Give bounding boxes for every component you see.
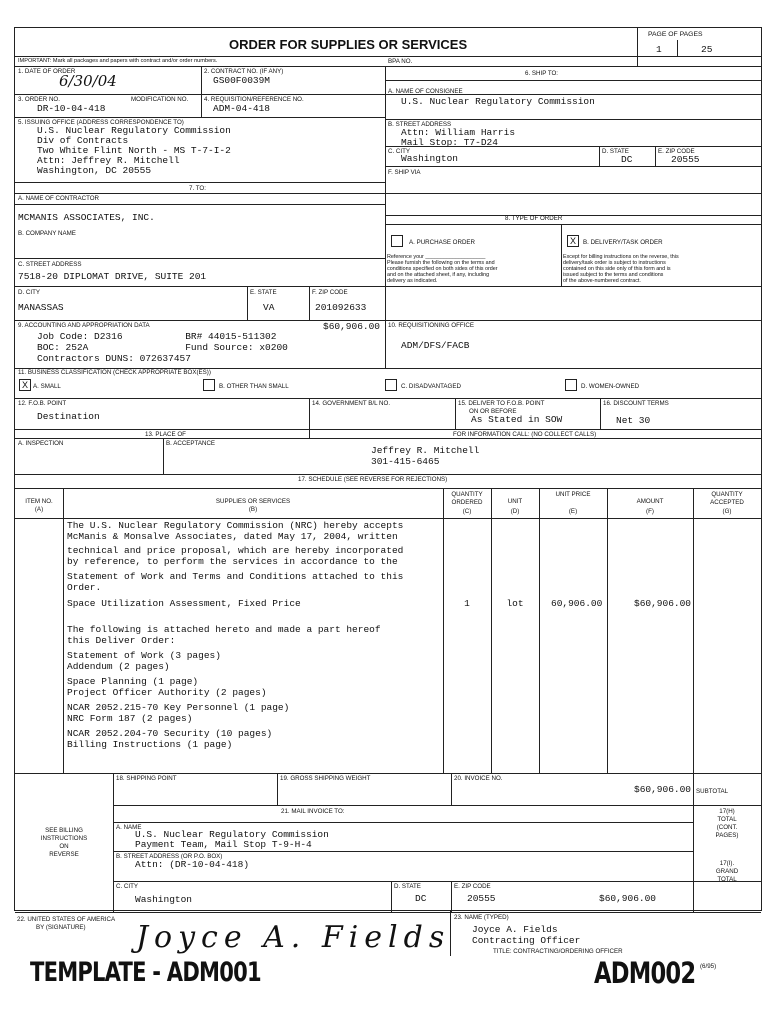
accounting-line: BOC: 252A Fund Source: x0200	[37, 342, 288, 353]
invoice-name-line: Payment Team, Mail Stop T-9-H-4	[135, 839, 312, 850]
accounting-label: 9. ACCOUNTING AND APPROPRIATION DATA	[18, 322, 150, 329]
invoice-street-label: B. STREET ADDRESS (OR P.O. BOX)	[116, 853, 223, 860]
attachment-item: Billing Instructions (1 page)	[67, 739, 233, 750]
accounting-line: Job Code: D2316 BR# 44015-511302	[37, 331, 277, 342]
ship-via-label: F. SHIP VIA	[388, 169, 421, 176]
business-class-label: 11. BUSINESS CLASSIFICATION (CHECK APPROPRIATE BOX(ES))	[18, 369, 211, 376]
attachment-item: NRC Form 187 (2 pages)	[67, 713, 193, 724]
col-unit-price: UNIT PRICE	[555, 491, 591, 498]
ship-to-header: 6. SHIP TO:	[525, 70, 559, 77]
issuing-office-line: Div of Contracts	[37, 135, 129, 146]
consignee-value: U.S. Nuclear Regulatory Commission	[401, 96, 595, 107]
small-business-label: A. SMALL	[33, 383, 61, 390]
issuing-office-line: Attn: Jeffrey R. Mitchell	[37, 155, 180, 166]
delivery-order-text: issued subject to the terms and conditions	[563, 272, 664, 278]
contractor-zip-value: 201092633	[315, 302, 367, 313]
schedule-para-line: technical and price proposal, which are hereby incorporated	[67, 545, 404, 556]
issuing-office-label: 5. ISSUING OFFICE (ADDRESS CORRESPONDENCE TO)	[18, 119, 184, 126]
req-office-value: ADM/DFS/FACB	[401, 340, 470, 351]
req-office-label: 10. REQUISITIONING OFFICE	[388, 322, 474, 329]
schedule-para-line: The following is attached hereto and made a part hereof	[67, 624, 381, 635]
col-supplies: SUPPLIES OR SERVICES	[215, 498, 291, 505]
place-of-label: 13. PLACE OF	[145, 431, 186, 438]
invoice-city-value: Washington	[135, 894, 193, 905]
inspection-label: A. INSPECTION	[18, 440, 64, 447]
grand-total-value: $60,906.00	[599, 893, 657, 904]
total-cont-line: (CONT.	[716, 824, 738, 831]
purchase-order-text: conditions specified on both sides of this order	[387, 266, 498, 272]
important-note: IMPORTANT: Mark all packages and papers with contract and/or order numbers.	[18, 58, 218, 64]
purchase-order-checkbox[interactable]	[391, 235, 403, 247]
total-cont-line: TOTAL	[717, 816, 737, 823]
invoice-name-line: U.S. Nuclear Regulatory Commission	[135, 829, 329, 840]
contractor-zip-label: F. ZIP CODE	[312, 289, 348, 296]
purchase-order-text: Please furnish the following on the terms and	[387, 260, 495, 266]
attachment-item: Statement of Work (3 pages)	[67, 650, 221, 661]
invoice-name-label: A. NAME	[116, 824, 142, 831]
small-business-checkbox[interactable]: X	[19, 379, 31, 391]
usa-label: 22. UNITED STATES OF AMERICA	[17, 916, 116, 923]
schedule-para-line: Statement of Work and Terms and Conditions attached to this	[67, 571, 404, 582]
delivery-order-checkbox[interactable]: X	[567, 235, 579, 247]
disadvantaged-label: C. DISADVANTAGED	[401, 383, 461, 390]
col-qty-sub: (C)	[462, 508, 472, 515]
col-qty-ordered: QUANTITY ORDERED	[451, 491, 483, 506]
page-number: 1	[656, 44, 662, 55]
contractor-name-label: A. NAME OF CONTRACTOR	[18, 195, 100, 202]
schedule-header: 17. SCHEDULE (SEE REVERSE FOR REJECTIONS)	[298, 476, 448, 483]
ship-zip-value: 20555	[671, 154, 700, 165]
title-label: TITLE: CONTRACTING/ORDERING OFFICER	[493, 948, 623, 955]
invoice-zip-label: E. ZIP CODE	[454, 883, 491, 890]
signature: Joyce A. Fields	[136, 920, 451, 955]
col-item-no: ITEM NO.	[25, 498, 53, 505]
col-unit-sub: (D)	[510, 508, 520, 515]
ship-state-value: DC	[621, 154, 633, 165]
attachment-item: Project Officer Authority (2 pages)	[67, 687, 267, 698]
discount-terms-value: Net 30	[616, 415, 651, 426]
schedule-para-line: Order.	[67, 582, 102, 593]
typed-name-label: 23. NAME (TYPED)	[454, 914, 509, 921]
contractor-street-label: C. STREET ADDRESS	[18, 261, 82, 268]
to-header: 7. TO:	[189, 185, 206, 192]
attachment-item: NCAR 2052.215-70 Key Personnel (1 page)	[67, 702, 290, 713]
contractor-city-label: D. CITY	[18, 289, 41, 296]
contract-no-value: GS00F0039M	[213, 75, 271, 86]
delivery-order-text: contained on this side only of this form and is	[563, 266, 671, 272]
col-supplies-sub: (B)	[248, 506, 258, 513]
issuing-office-line: Two White Flint North - MS T-7-I-2	[37, 145, 231, 156]
invoice-city-label: C. CITY	[116, 883, 139, 890]
grand-total-line: TOTAL	[717, 876, 737, 883]
deliver-date-value: As Stated in SOW	[471, 414, 563, 425]
subtotal-label: SUBTOTAL	[696, 788, 729, 795]
item-unit: lot	[506, 598, 524, 609]
ship-street-label: B. STREET ADDRESS	[388, 121, 452, 128]
invoice-state-value: DC	[415, 893, 427, 904]
requisition-value: ADM-04-418	[213, 103, 271, 114]
women-owned-checkbox[interactable]	[565, 379, 577, 391]
col-amount: AMOUNT	[636, 498, 664, 505]
col-qty-accepted: QUANTITY ACCEPTED	[710, 491, 744, 506]
info-contact-phone: 301-415-6465	[371, 456, 440, 467]
page-of-pages-label: PAGE OF PAGES	[648, 31, 703, 38]
other-than-small-checkbox[interactable]	[203, 379, 215, 391]
see-billing-line: REVERSE	[49, 851, 79, 858]
ship-city-value: Washington	[401, 153, 459, 164]
delivery-order-text: delivery/task order is subject to instructions	[563, 260, 666, 266]
discount-terms-label: 16. DISCOUNT TERMS	[603, 400, 669, 407]
schedule-para-line: The U.S. Nuclear Regulatory Commission (NRC) hereby accepts	[67, 520, 404, 531]
order-no-label: 3. ORDER NO.	[18, 96, 60, 103]
typed-title-value: Contracting Officer	[472, 935, 581, 946]
see-billing-line: ON	[59, 843, 69, 850]
contractor-state-value: VA	[263, 302, 275, 313]
form-title: ORDER FOR SUPPLIES OR SERVICES	[229, 37, 468, 52]
contract-no-label: 2. CONTRACT NO. (IF ANY)	[204, 68, 284, 75]
invoice-state-label: D. STATE	[394, 883, 421, 890]
deliver-before-label: ON OR BEFORE	[469, 408, 517, 415]
ship-city-label: C. CITY	[388, 148, 411, 155]
order-form	[14, 27, 762, 911]
delivery-order-text: Except for billing instructions on the reverse, this	[563, 254, 679, 260]
col-unit: UNIT	[507, 498, 523, 505]
invoice-no-label: 20. INVOICE NO.	[454, 775, 503, 782]
order-no-value: DR-10-04-418	[37, 103, 106, 114]
date-of-order-label: 1. DATE OF ORDER	[18, 68, 76, 75]
schedule-para-line: by reference, to perform the services in accordance to the	[67, 556, 398, 567]
info-contact-name: Jeffrey R. Mitchell	[371, 445, 480, 456]
issuing-office-line: U.S. Nuclear Regulatory Commission	[37, 125, 231, 136]
purchase-order-text: and on the attached sheet, if any, including	[387, 272, 490, 278]
issuing-office-line: Washington, DC 20555	[37, 165, 152, 176]
mail-invoice-label: 21. MAIL INVOICE TO:	[281, 808, 345, 815]
accounting-amount: $60,906.00	[323, 321, 381, 332]
contractor-state-label: E. STATE	[250, 289, 277, 296]
delivery-order-label: B. DELIVERY/TASK ORDER	[583, 239, 663, 246]
order-type-header: 8. TYPE OF ORDER	[505, 215, 563, 222]
schedule-para-line: McManis & Monsalve Associates, dated May 17, 2004, written	[67, 531, 398, 542]
purchase-order-text: Reference your ____________________	[387, 254, 486, 260]
total-cont-line: 17(H)	[719, 808, 735, 815]
attachment-item: Addendum (2 pages)	[67, 661, 170, 672]
contractor-name-value: MCMANIS ASSOCIATES, INC.	[18, 212, 155, 223]
total-pages: 25	[701, 44, 713, 55]
schedule-para-line: this Deliver Order:	[67, 635, 176, 646]
disadvantaged-checkbox[interactable]	[385, 379, 397, 391]
col-amount-sub: (F)	[646, 508, 654, 515]
contractor-street-value: 7518-20 DIPLOMAT DRIVE, SUITE 201	[18, 271, 207, 282]
shipping-point-label: 18. SHIPPING POINT	[116, 775, 177, 782]
ship-street-line: Mail Stop: T7-D24	[401, 137, 498, 148]
ship-street-line: Attn: William Harris	[401, 127, 516, 138]
requisition-label: 4. REQUISITION/REFERENCE NO.	[204, 96, 304, 103]
ship-state-label: D. STATE	[602, 148, 629, 155]
bpa-no-label: BPA NO.	[388, 58, 413, 65]
template-stamp-left: TEMPLATE - ADM001	[30, 957, 261, 988]
item-description: Space Utilization Assessment, Fixed Price	[67, 598, 301, 609]
info-call-label: FOR INFORMATION CALL: (NO COLLECT CALLS)	[453, 431, 597, 438]
purchase-order-text: delivery as indicated.	[387, 278, 438, 284]
modification-no-label: MODIFICATION NO.	[131, 96, 189, 103]
total-cont-line: PAGES)	[715, 832, 739, 839]
grand-total-line: GRAND	[715, 868, 739, 875]
ship-zip-label: E. ZIP CODE	[658, 148, 695, 155]
fob-point-label: 12. F.O.B. POINT	[18, 400, 67, 407]
purchase-order-label: A. PURCHASE ORDER	[409, 239, 476, 246]
fob-point-value: Destination	[37, 411, 100, 422]
other-than-small-label: B. OTHER THAN SMALL	[219, 383, 289, 390]
gov-bl-label: 14. GOVERNMENT B/L NO.	[312, 400, 391, 407]
contractor-city-value: MANASSAS	[18, 302, 64, 313]
acceptance-label: B. ACCEPTANCE	[166, 440, 216, 447]
item-amount: $60,906.00	[634, 598, 692, 609]
col-price-sub: (E)	[568, 508, 578, 515]
attachment-item: Space Planning (1 page)	[67, 676, 199, 687]
see-billing-line: INSTRUCTIONS	[40, 835, 88, 842]
invoice-street-value: Attn: (DR-10-04-418)	[135, 859, 250, 870]
deliver-fob-label: 15. DELIVER TO F.O.B. POINT	[458, 400, 545, 407]
template-stamp-right: ADM002	[594, 956, 696, 990]
item-unit-price: 60,906.00	[551, 598, 603, 609]
typed-name-value: Joyce A. Fields	[472, 924, 558, 935]
usa-signature-label: BY (SIGNATURE)	[36, 924, 86, 931]
col-accepted-sub: (G)	[722, 508, 732, 515]
date-of-order-value: 6/30/04	[59, 72, 117, 90]
grand-total-line: 17(I).	[719, 860, 735, 867]
accounting-line: Contractors DUNS: 072637457	[37, 353, 191, 364]
subtotal-value: $60,906.00	[634, 784, 692, 795]
consignee-label: A. NAME OF CONSIGNEE	[388, 88, 463, 95]
form-number: (6/95)	[700, 963, 717, 970]
see-billing-line: SEE BILLING	[45, 827, 83, 834]
company-name-label: B. COMPANY NAME	[18, 230, 76, 237]
item-quantity: 1	[464, 598, 470, 609]
delivery-order-text: of the above-numbered contract.	[563, 278, 641, 284]
invoice-zip-value: 20555	[467, 893, 496, 904]
attachment-item: NCAR 2052.204-70 Security (10 pages)	[67, 728, 273, 739]
gross-weight-label: 19. GROSS SHIPPING WEIGHT	[280, 775, 371, 782]
col-item-no-sub: (A)	[34, 506, 44, 513]
women-owned-label: D. WOMEN-OWNED	[581, 383, 640, 390]
